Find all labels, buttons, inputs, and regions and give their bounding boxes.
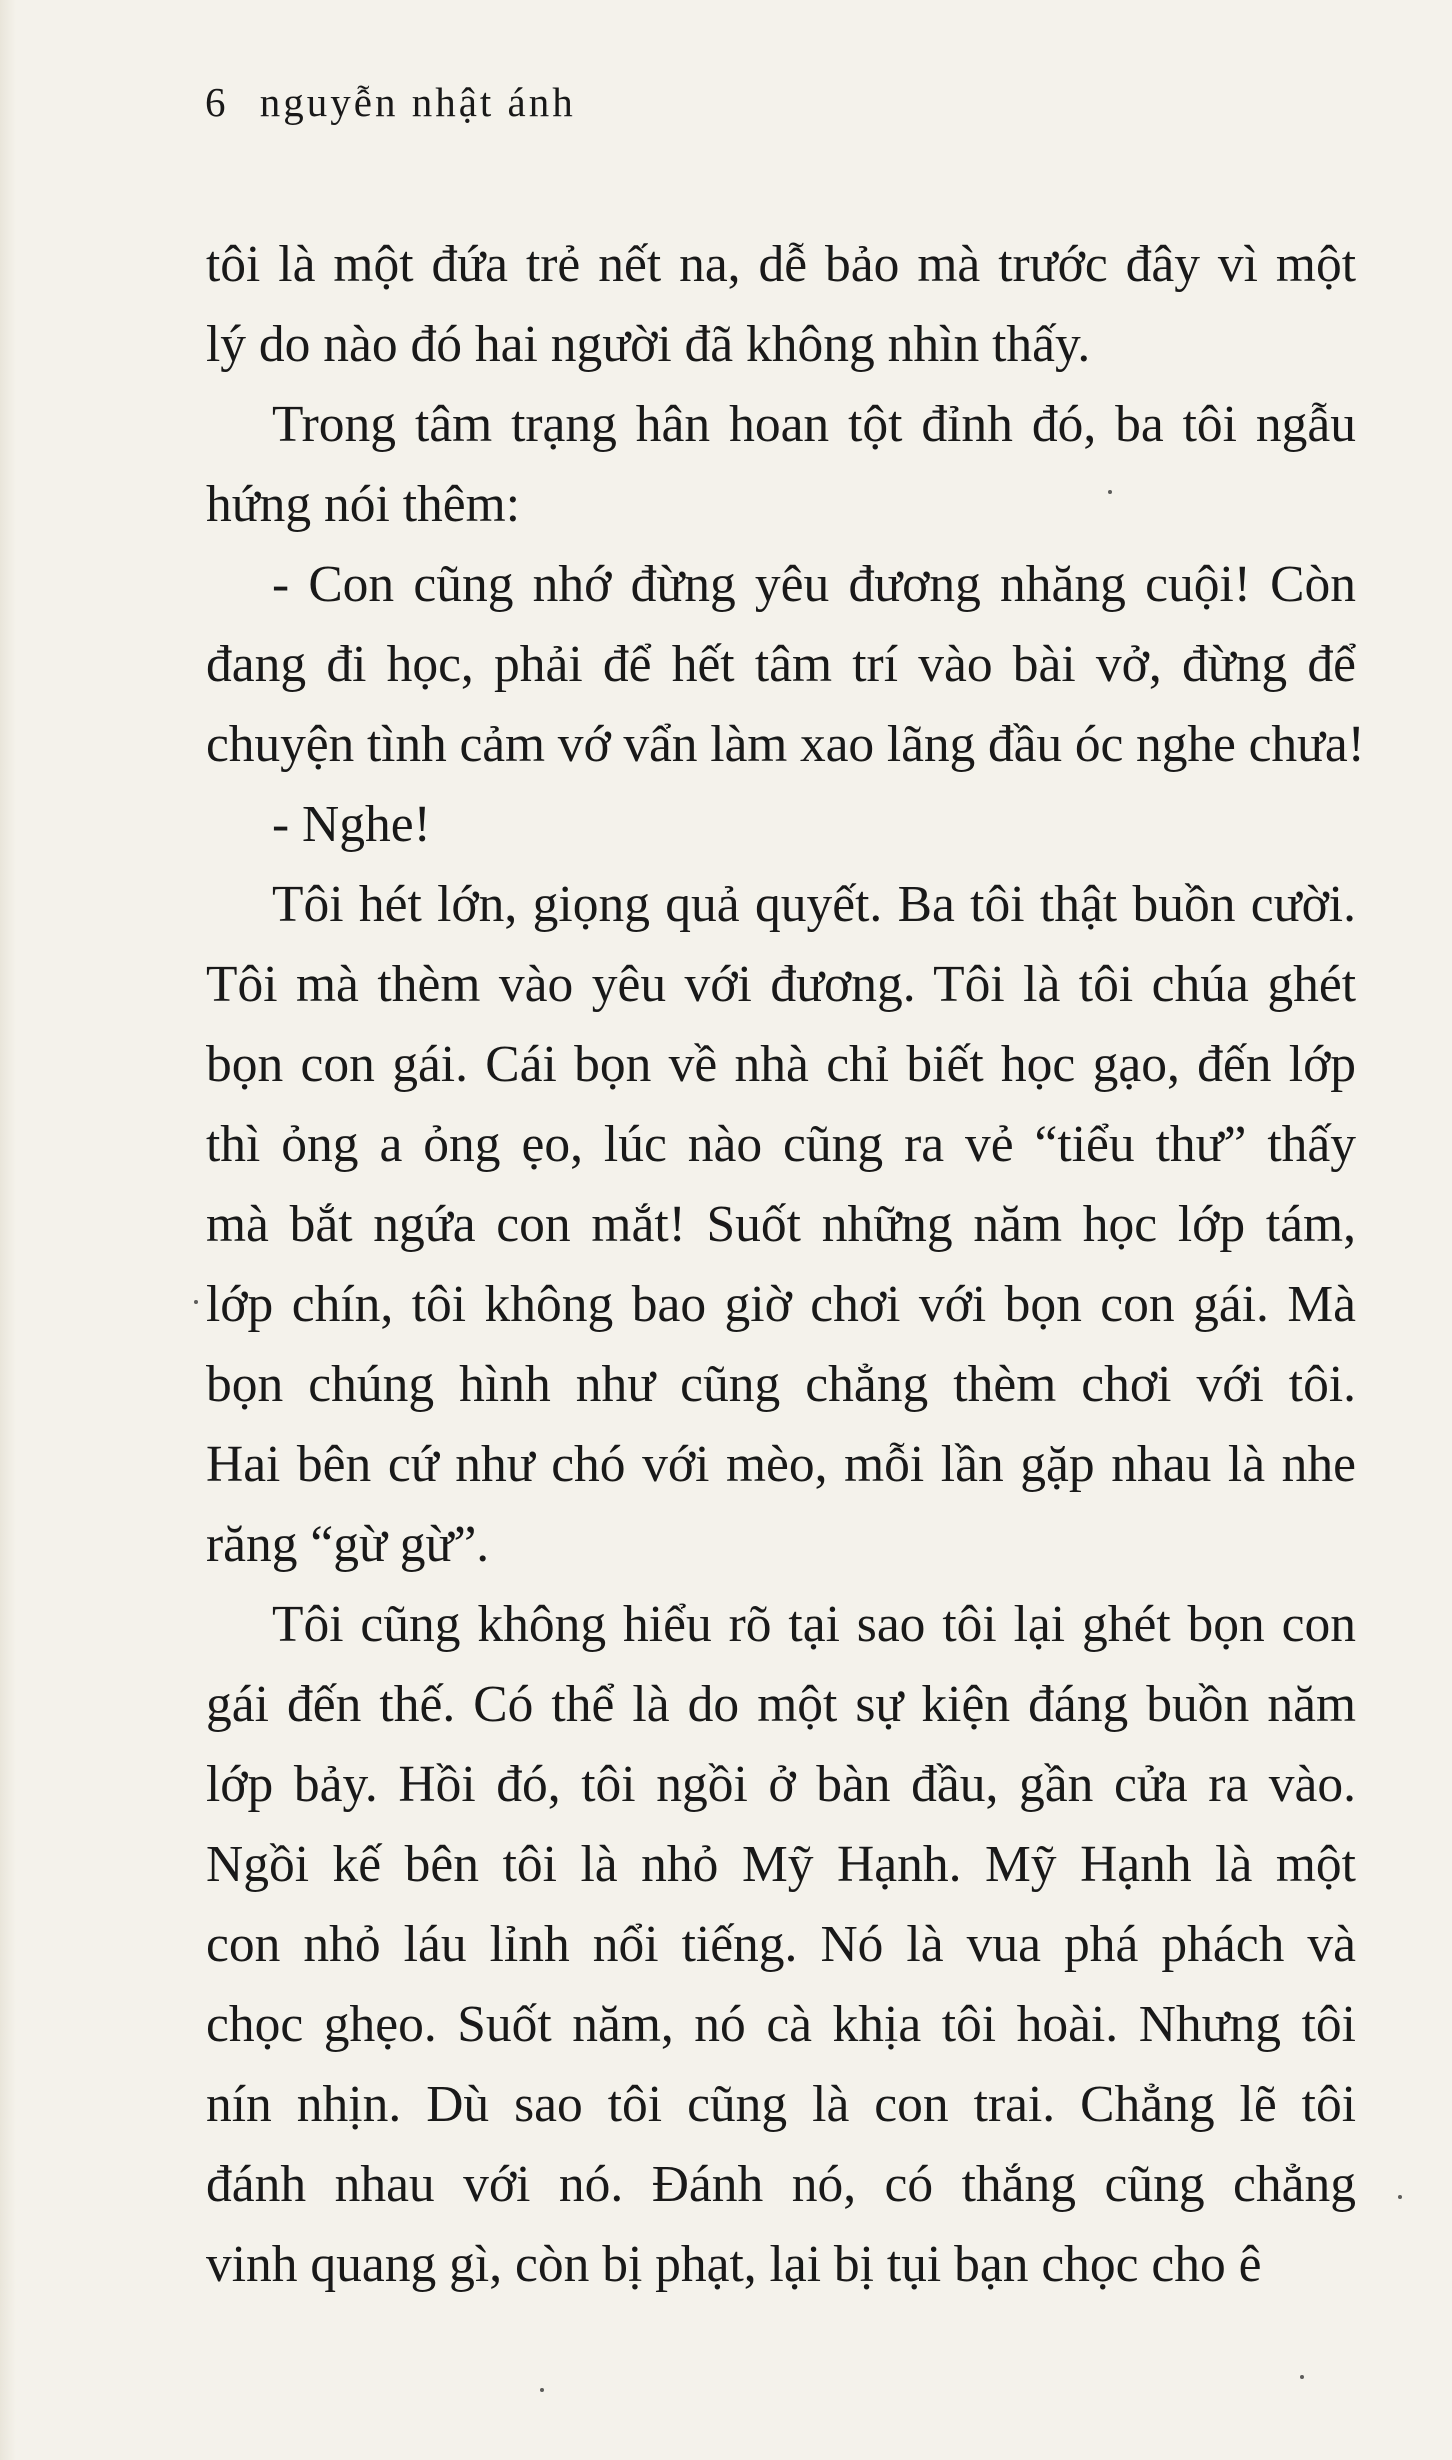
text-line: lý do nào đó hai người đã không nhìn thấy.	[206, 316, 1091, 373]
paragraph	[206, 785, 1356, 865]
running-head	[205, 79, 576, 125]
text-line: đang đi học, phải để hết tâm trí vào bài vở, đừng để	[206, 636, 1356, 693]
text-line: Tôi mà thèm vào yêu với đương. Tôi là tôi chúa ghét	[206, 956, 1357, 1013]
text-line: Trong tâm trạng hân hoan tột đỉnh đó, ba tôi ngẫu	[272, 396, 1356, 453]
text-line: - Nghe!	[272, 796, 431, 853]
text-line: đánh nhau với nó. Đánh nó, có thắng cũng chẳng	[206, 2156, 1357, 2213]
text-line: hứng nói thêm:	[206, 476, 521, 533]
text-line: Tôi hét lớn, giọng quả quyết. Ba tôi thật buồn cười.	[272, 876, 1356, 933]
text-line: con nhỏ láu lỉnh nổi tiếng. Nó là vua phá phách và	[206, 1916, 1356, 1973]
text-line: Hai bên cứ như chó với mèo, mỗi lần gặp nhau là nhe	[206, 1436, 1357, 1493]
page-number: 6	[205, 79, 229, 125]
text-line: Ngồi kế bên tôi là nhỏ Mỹ Hạnh. Mỹ Hạnh là một	[206, 1836, 1356, 1893]
scan-speck	[194, 1300, 198, 1304]
scan-speck	[1398, 2195, 1402, 2199]
text-line: răng “gừ gừ”.	[206, 1516, 490, 1573]
text-line: lớp bảy. Hồi đó, tôi ngồi ở bàn đầu, gần cửa ra vào.	[206, 1756, 1357, 1813]
scan-speck	[540, 2388, 544, 2392]
text-line: chuyện tình cảm vớ vẩn làm xao lãng đầu óc nghe chưa!	[206, 716, 1365, 773]
paragraph	[206, 385, 1356, 545]
text-line: - Con cũng nhớ đừng yêu đương nhăng cuội! Còn	[272, 556, 1356, 613]
scan-speck	[1300, 2375, 1304, 2379]
paragraph	[206, 865, 1356, 1585]
text-line: chọc ghẹo. Suốt năm, nó cà khịa tôi hoài. Nhưng tôi	[206, 1996, 1356, 2053]
paragraph	[206, 225, 1356, 385]
text-line: bọn chúng hình như cũng chẳng thèm chơi với tôi.	[206, 1356, 1357, 1413]
text-line: bọn con gái. Cái bọn về nhà chỉ biết học gạo, đến lớp	[206, 1036, 1357, 1093]
text-line: mà bắt ngứa con mắt! Suốt những năm học lớp tám,	[206, 1196, 1356, 1253]
body-text	[206, 225, 1365, 2305]
text-line: vinh quang gì, còn bị phạt, lại bị tụi bạn chọc cho ê	[206, 2236, 1262, 2293]
paragraph	[206, 1585, 1356, 2305]
text-line: lớp chín, tôi không bao giờ chơi với bọn con gái. Mà	[206, 1276, 1356, 1333]
text-line: Tôi cũng không hiểu rõ tại sao tôi lại ghét bọn con	[272, 1596, 1357, 1653]
scan-speck	[1108, 490, 1112, 494]
text-line: gái đến thế. Có thể là do một sự kiện đáng buồn năm	[206, 1676, 1357, 1733]
text-line: thì ỏng a ỏng ẹo, lúc nào cũng ra vẻ “tiểu thư” thấy	[206, 1116, 1357, 1173]
text-line: tôi là một đứa trẻ nết na, dễ bảo mà trước đây vì một	[206, 236, 1357, 293]
running-head-author: nguyễn nhật ánh	[259, 79, 576, 125]
paragraph	[206, 545, 1365, 785]
page-gutter-edge	[0, 0, 16, 2460]
text-line: nín nhịn. Dù sao tôi cũng là con trai. Chẳng lẽ tôi	[206, 2076, 1357, 2133]
